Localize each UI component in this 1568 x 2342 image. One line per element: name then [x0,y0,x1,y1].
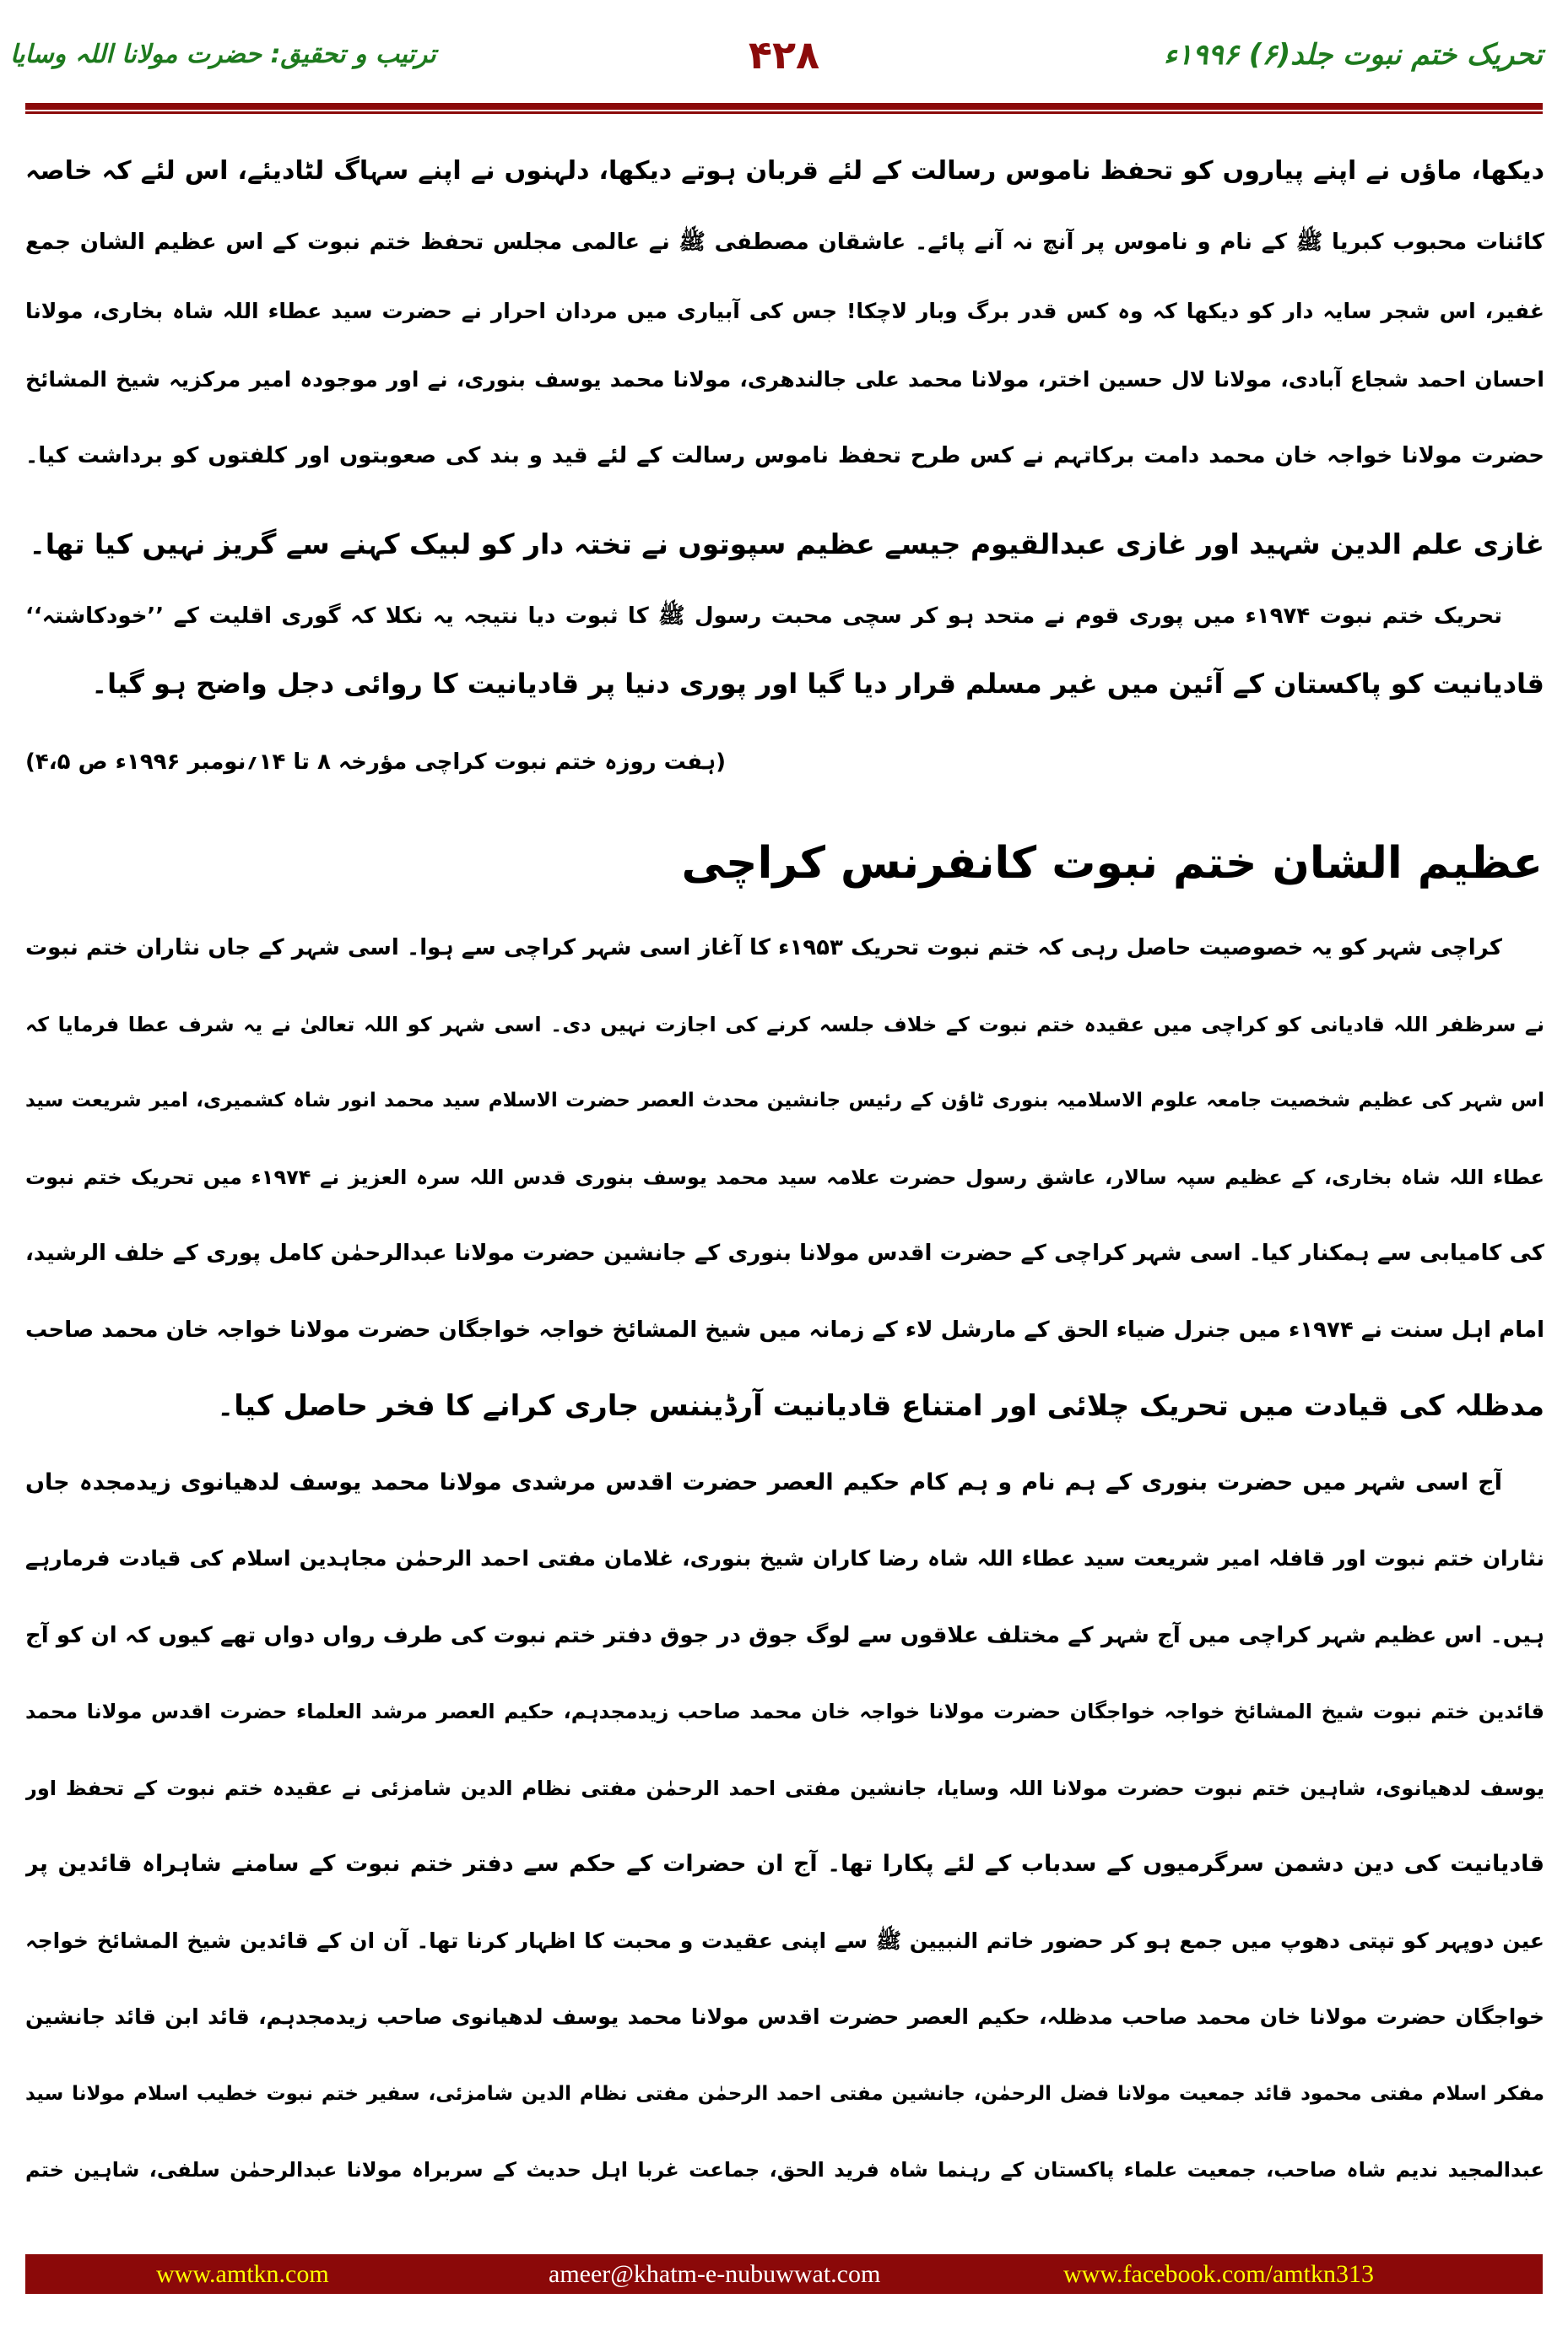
text-line: احسان احمد شجاع آبادی، مولانا لال حسین اختر، مولانا محمد علی جالندھری، مولانا محمد یوسف بنوری، نے اور موجودہ امیر مرکزیہ شیخ المشائخ [25,367,1544,392]
text-line: حضرت مولانا خواجہ خان محمد دامت برکاتہم نے کس طرح تحفظ ناموس رسالت کے لئے قید و بند کی صعوبتوں اور کلفتوں کو برداشت کیا۔ [25,443,1544,468]
text-line: تحریک ختم نبوت ۱۹۷۴ء میں پوری قوم نے متحد ہو کر سچی محبت رسول ﷺ کا ثبوت دیا نتیجہ یہ نکلا کہ گوری اقلیت کے ’’خودکاشتہ‘‘ [25,603,1502,629]
book-title: تحریک ختم نبوت جلد(۶) ۱۹۹۶ء [1163,38,1543,72]
text-line: غفیر، اس شجر سایہ دار کو دیکھا کہ وہ کس قدر برگ وبار لاچکا! جس کی آبیاری میں مردان احرار نے حضرت سید عطاء اللہ شاہ بخاری، مولانا [25,299,1544,323]
text-line: عطاء اللہ شاہ بخاری، کے عظیم سپہ سالار، عاشق رسول حضرت علامہ سید محمد یوسف بنوری قدس اللہ سرہ العزیز نے ۱۹۷۴ء میں تحریک ختم نبوت [25,1165,1544,1189]
email-link[interactable]: ameer@khatm-e-nubuwwat.com [549,2260,881,2288]
footer-bar [25,2254,1543,2294]
text-line: اس شہر کی عظیم شخصیت جامعہ علوم الاسلامیہ بنوری ٹاؤن کے رئیس جانشین محدث العصر حضرت الاسلام سید محمد انور شاہ کشمیری، امیر شریعت سید [25,1090,1544,1112]
text-line: قادیانیت کی دین دشمن سرگرمیوں کے سدباب کے لئے پکارا تھا۔ آج ان حضرات کے حکم سے دفتر ختم نبوت کے سامنے شاہراہ قائدین پر [25,1851,1544,1877]
text-line: مدظلہ کی قیادت میں تحریک چلائی اور امتناع قادیانیت آرڈیننس جاری کرانے کا فخر حاصل کیا۔ [217,1389,1544,1423]
text-line: کائنات محبوب کبریا ﷺ کے نام و ناموس پر آنچ نہ آنے پائے۔ عاشقان مصطفی ﷺ نے عالمی مجلس تحفظ ختم نبوت کے اس عظیم الشان جمع [25,230,1544,255]
text-line: نے سرظفر اللہ قادیانی کو کراچی میں عقیدہ ختم نبوت کے خلاف جلسہ کرنے کی اجازت نہیں دی۔ اسی شہر کو اللہ تعالیٰ نے یہ شرف عطا فرمایا کہ [25,1012,1544,1036]
header-rule-thick [25,103,1543,110]
section-heading: عظیم الشان ختم نبوت کانفرنس کراچی [681,838,1543,889]
text-line: عین دوپہر کو تپتی دھوپ میں جمع ہو کر حضور خاتم النبیین ﷺ سے اپنی عقیدت و محبت کا اظہار کرنا تھا۔ آن ان کے قائدین شیخ المشائخ خواجہ [25,1928,1544,1953]
text-line: قادیانیت کو پاکستان کے آئین میں غیر مسلم قرار دیا گیا اور پوری دنیا پر قادیانیت کا روائی دجل واضح ہو گیا۔ [91,668,1544,700]
text-line: نثاران ختم نبوت اور قافلہ امیر شریعت سید عطاء اللہ شاہ رضا کاران شیخ بنوری، غلامان مفتی احمد الرحمٰن مجاہدین اسلام کی قیادت فرمارہے [25,1546,1544,1571]
text-line: قائدین ختم نبوت شیخ المشائخ خواجہ خواجگان حضرت مولانا خواجہ خان محمد صاحب زیدمجدہم، حکیم العصر مرشد العلماء حضرت اقدس مولانا محمد [25,1700,1544,1723]
text-line: عبدالمجید ندیم شاہ صاحب، جمعیت علماء پاکستان کے رہنما شاہ فرید الحق، جماعت غربا اہل حدیث کے سربراہ مولانا عبدالرحمٰن سلفی، شاہین ختم [25,2158,1544,2182]
text-line: آج اسی شہر میں حضرت بنوری کے ہم نام و ہم کام حکیم العصر حضرت اقدس مرشدی مولانا محمد یوسف لدھیانوی زیدمجدہ جاں [25,1468,1502,1496]
text-line: خواجگان حضرت مولانا خان محمد صاحب مدظلہ، حکیم العصر حضرت اقدس مولانا محمد یوسف لدھیانوی صاحب زیدمجدہم، قائد ابن قائد جانشین [25,2004,1544,2029]
text-line: کراچی شہر کو یہ خصوصیت حاصل رہی کہ ختم نبوت تحریک ۱۹۵۳ء کا آغاز اسی شہر کراچی سے ہوا۔ اسی شہر کے جاں نثاران ختم نبوت [25,935,1502,960]
text-line: مفکر اسلام مفتی محمود قائد جمعیت مولانا فضل الرحمٰن، جانشین مفتی احمد الرحمٰن مفتی نظام الدین شامزئی، سفیر ختم نبوت خطیب اسلام مولانا سید [25,2082,1544,2105]
text-line: ہیں۔ اس عظیم شہر کراچی میں آج شہر کے مختلف علاقوں سے لوگ جوق در جوق دفتر ختم نبوت کی طرف رواں دواں تھے کیوں کہ ان کو آج [25,1622,1544,1648]
facebook-link[interactable]: www.facebook.com/amtkn313 [1063,2260,1374,2288]
compiler-credit: ترتیب و تحقیق: حضرت مولانا اللہ وسایا [10,40,436,69]
text-line: کی کامیابی سے ہمکنار کیا۔ اسی شہر کراچی کے حضرت اقدس مولانا بنوری کے جانشین حضرت مولانا عبدالرحمٰن کامل پوری کے خلف الرشید، [25,1241,1544,1266]
page-number: ۴۲۸ [748,32,820,78]
header-rule-thin [25,111,1543,114]
text-line: یوسف لدھیانوی، شاہین ختم نبوت حضرت مولانا اللہ وسایا، جانشین مفتی احمد الرحمٰن مفتی نظام الدین شامزئی نے عقیدہ ختم نبوت کے تحفظ اور [25,1776,1544,1800]
text-line: غازی علم الدین شہید اور غازی عبدالقیوم جیسے عظیم سپوتوں نے تختہ دار کو لبیک کہنے سے گریز نہیں کیا تھا۔ [29,527,1544,560]
citation: (ہفت روزہ ختم نبوت کراچی مؤرخہ ۸ تا ۱۴؍نومبر ۱۹۹۶ء ص ۴،۵) [25,749,727,775]
website-link[interactable]: www.amtkn.com [156,2260,329,2288]
text-line: امام اہل سنت نے ۱۹۷۴ء میں جنرل ضیاء الحق کے مارشل لاء کے زمانہ میں شیخ المشائخ خواجہ خواجگان حضرت مولانا خواجہ خان محمد صاحب [25,1317,1544,1343]
text-line: دیکھا، ماؤں نے اپنے پیاروں کو تحفظ ناموس رسالت کے لئے قربان ہوتے دیکھا، دلہنوں نے اپنے سہاگ لٹادیئے، اس لئے کہ خاصہ [25,156,1544,186]
